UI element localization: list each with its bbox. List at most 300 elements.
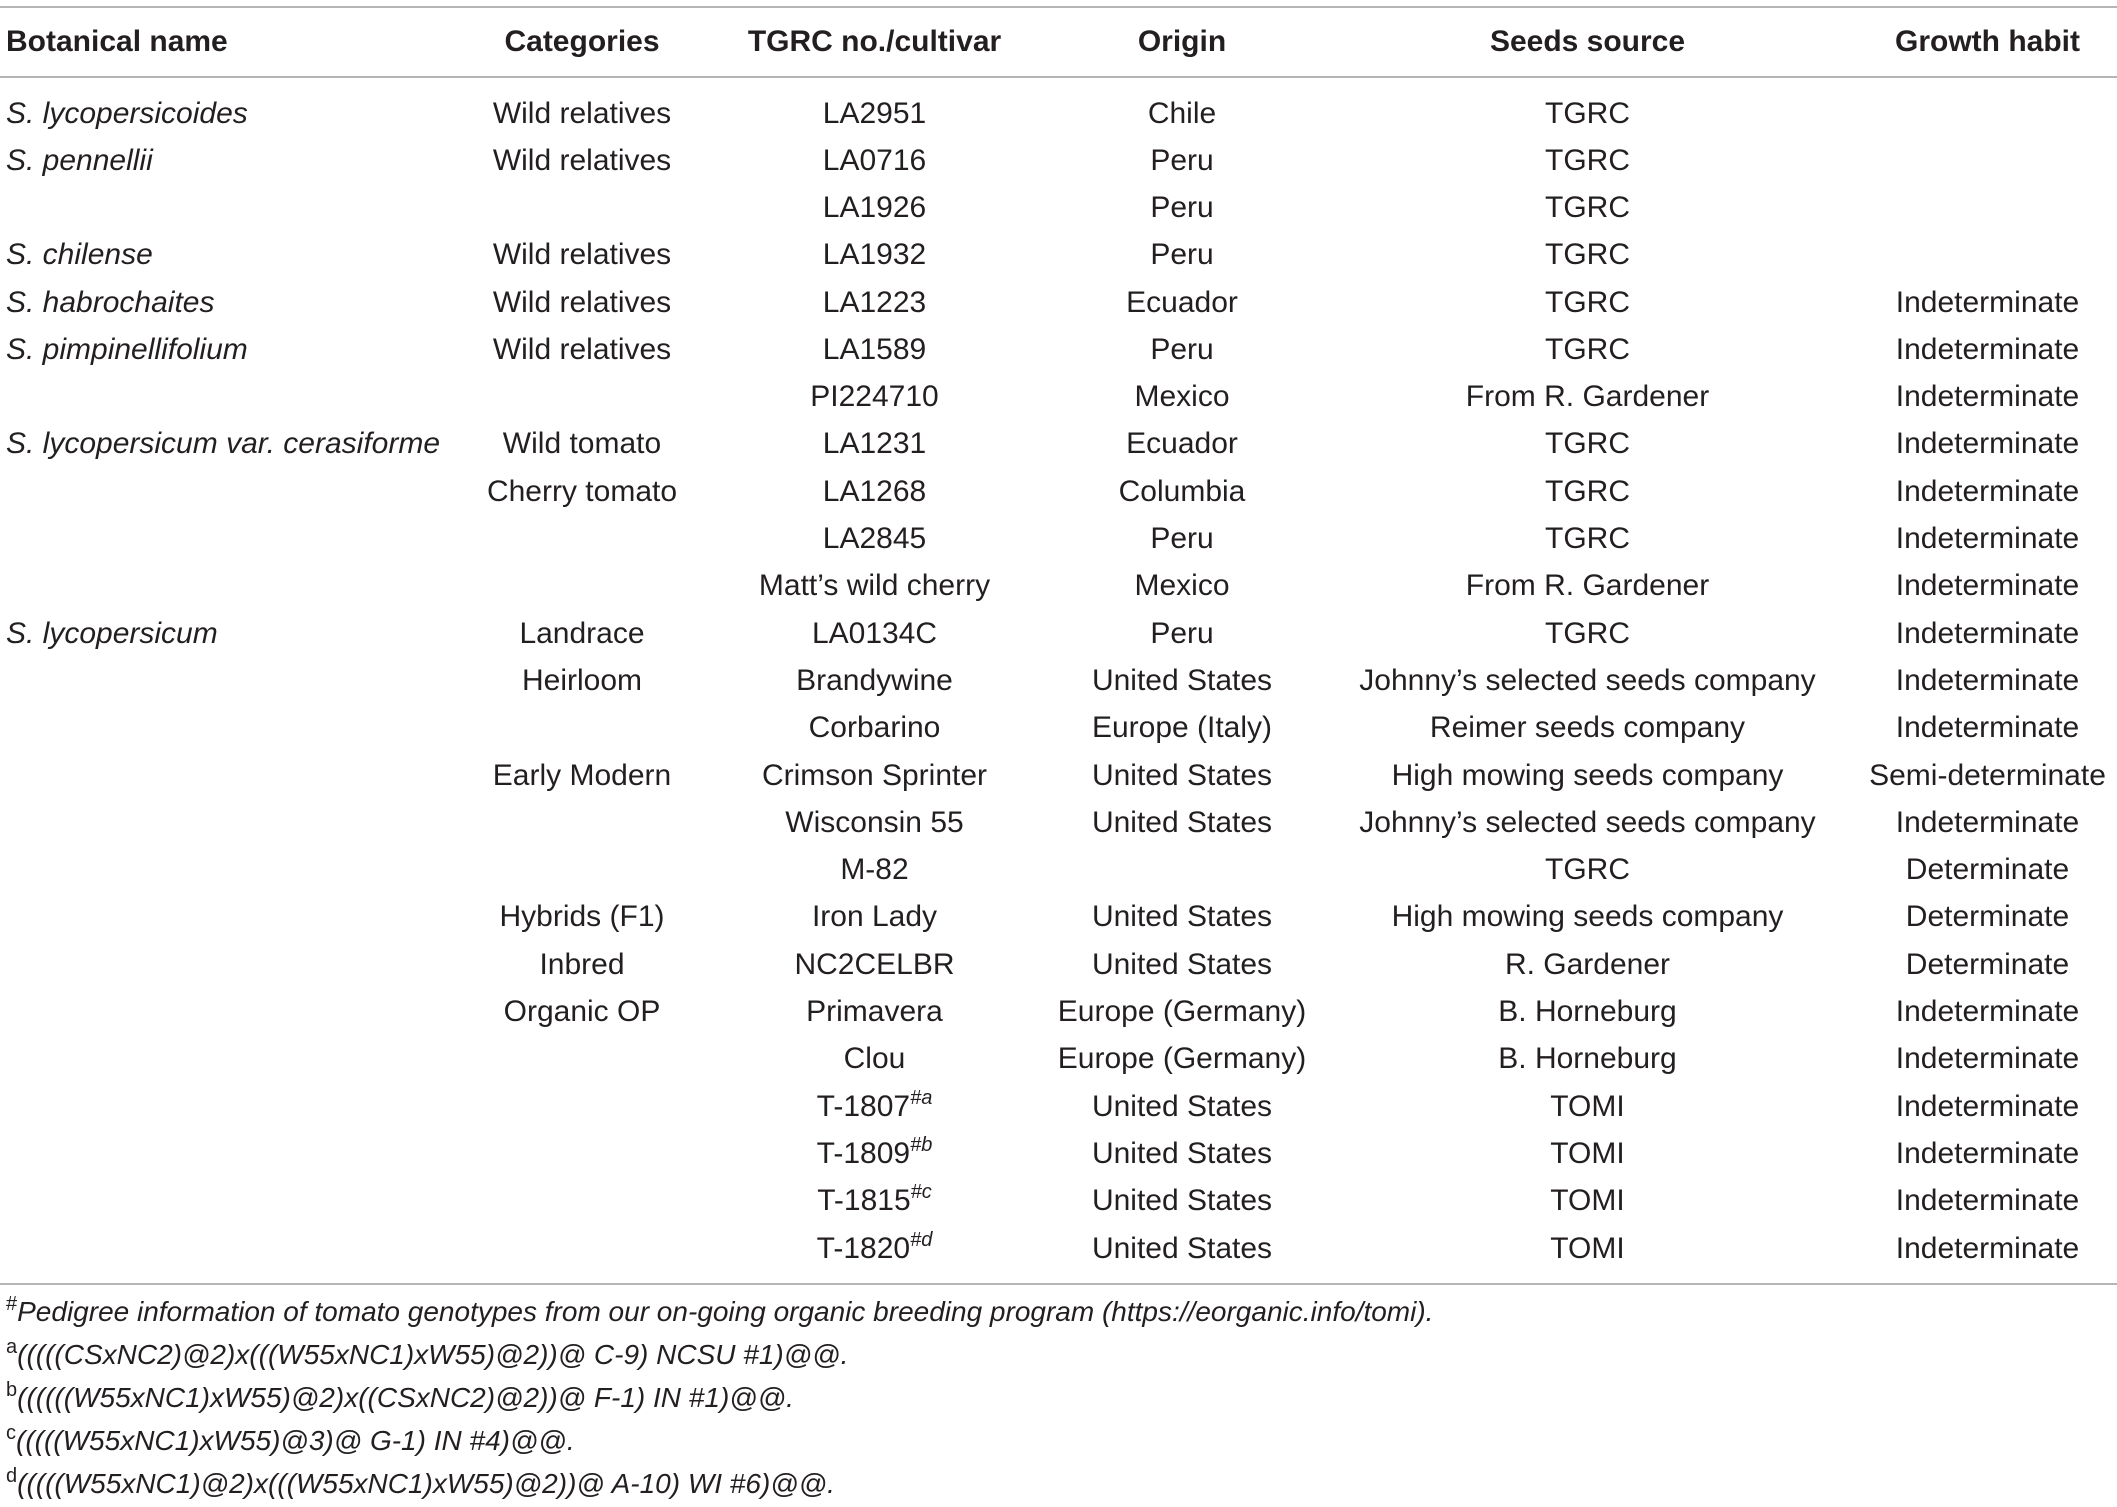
cell-cultivar-text: LA1926 <box>822 190 927 224</box>
cell-origin <box>1047 1036 1317 1083</box>
header-seeds-source: Seeds source <box>1489 25 1686 58</box>
cell-cultivar <box>702 1130 1047 1177</box>
cell-growth-habit <box>1858 77 2117 137</box>
cell-seeds-source <box>1317 1036 1858 1083</box>
cell-cultivar-text: Wisconsin 55 <box>785 805 964 839</box>
cell-category <box>462 1083 702 1130</box>
cell-origin <box>1047 988 1317 1035</box>
cell-cultivar-text: LA1231 <box>822 427 927 461</box>
cell-origin-text: United States <box>1091 947 1273 981</box>
table-row <box>0 1178 2117 1225</box>
cell-botanical-name <box>0 894 462 941</box>
cell-growth-habit <box>1858 941 2117 988</box>
cell-seeds-source-text: High mowing seeds company <box>1391 900 1784 934</box>
table-row <box>0 941 2117 988</box>
cell-cultivar-text: LA0134C <box>811 616 938 650</box>
cell-cultivar <box>702 941 1047 988</box>
cell-seeds-source <box>1317 77 1858 137</box>
cell-seeds-source <box>1317 846 1858 893</box>
cell-cultivar-text: T-1807 <box>816 1089 911 1123</box>
cell-growth-habit-text: Indeterminate <box>1895 1184 2080 1218</box>
footnote <box>6 1464 2106 1507</box>
cell-growth-habit <box>1858 894 2117 941</box>
cell-seeds-source-text: TOMI <box>1550 1184 1625 1218</box>
cell-cultivar <box>702 279 1047 326</box>
cell-category <box>462 1225 702 1283</box>
cell-cultivar-text: Matt’s wild cherry <box>758 569 991 603</box>
cell-seeds-source <box>1317 752 1858 799</box>
cell-category <box>462 515 702 562</box>
cell-category <box>462 705 702 752</box>
cell-origin <box>1047 657 1317 704</box>
cell-cultivar-text: LA0716 <box>822 143 927 177</box>
cell-botanical-name-text: S. pimpinellifolium <box>6 332 248 366</box>
table-bottom-rule <box>0 1283 2117 1285</box>
cell-origin <box>1047 705 1317 752</box>
cell-cultivar <box>702 894 1047 941</box>
cell-origin-text: Peru <box>1150 616 1214 650</box>
cell-category <box>462 657 702 704</box>
cell-origin <box>1047 77 1317 137</box>
cell-botanical-name-text: S. chilense <box>6 238 153 272</box>
cell-growth-habit <box>1858 610 2117 657</box>
cell-cultivar-text: T-1809 <box>816 1136 911 1170</box>
cell-category-text: Heirloom <box>521 663 643 697</box>
cell-cultivar <box>702 232 1047 279</box>
cell-cultivar <box>702 799 1047 846</box>
cell-seeds-source <box>1317 373 1858 420</box>
cell-botanical-name-text: S. habrochaites <box>6 285 215 319</box>
cell-category <box>462 77 702 137</box>
footnote <box>6 1335 2106 1378</box>
cell-growth-habit-text: Indeterminate <box>1895 380 2080 414</box>
cell-origin-text: Chile <box>1147 96 1217 130</box>
cell-seeds-source-text: TOMI <box>1550 1231 1625 1265</box>
cell-growth-habit <box>1858 563 2117 610</box>
table-body <box>0 77 2117 1283</box>
cell-origin-text: Ecuador <box>1126 427 1238 461</box>
cell-seeds-source <box>1317 515 1858 562</box>
cell-category-text: Wild tomato <box>502 427 662 461</box>
cell-cultivar <box>702 468 1047 515</box>
cell-origin <box>1047 1130 1317 1177</box>
cell-growth-habit-text: Indeterminate <box>1895 994 2080 1028</box>
cell-cultivar <box>702 563 1047 610</box>
cell-seeds-source <box>1317 799 1858 846</box>
table-row <box>0 988 2117 1035</box>
cell-botanical-name <box>0 941 462 988</box>
cell-seeds-source-text: TGRC <box>1545 427 1630 461</box>
cell-origin-text: Europe (Italy) <box>1091 711 1273 745</box>
cell-botanical-name <box>0 1036 462 1083</box>
footnote-symbol: c <box>6 1422 16 1444</box>
table-row <box>0 468 2117 515</box>
table-row <box>0 326 2117 373</box>
cell-botanical-name <box>0 988 462 1035</box>
cell-cultivar <box>702 1036 1047 1083</box>
cell-growth-habit <box>1858 1083 2117 1130</box>
cell-cultivar-text: Corbarino <box>808 711 941 745</box>
cell-origin <box>1047 515 1317 562</box>
cell-origin <box>1047 468 1317 515</box>
cell-seeds-source-text: TGRC <box>1545 616 1630 650</box>
table-row <box>0 563 2117 610</box>
cell-growth-habit-text: Determinate <box>1905 853 2070 887</box>
cell-growth-habit <box>1858 421 2117 468</box>
table-row <box>0 799 2117 846</box>
cell-growth-habit-text: Indeterminate <box>1895 285 2080 319</box>
cell-seeds-source-text: TGRC <box>1545 474 1630 508</box>
cell-seeds-source <box>1317 137 1858 184</box>
cell-origin <box>1047 563 1317 610</box>
cell-category <box>462 610 702 657</box>
cell-cultivar-text: LA1223 <box>822 285 927 319</box>
table-row <box>0 232 2117 279</box>
header-categories: Categories <box>504 25 660 58</box>
table-row <box>0 1130 2117 1177</box>
cell-cultivar-text: LA1268 <box>822 474 927 508</box>
cell-cultivar <box>702 326 1047 373</box>
cell-growth-habit <box>1858 1178 2117 1225</box>
cell-seeds-source <box>1317 1130 1858 1177</box>
cell-growth-habit <box>1858 1130 2117 1177</box>
cell-growth-habit <box>1858 515 2117 562</box>
cell-seeds-source-text: Johnny’s selected seeds company <box>1359 663 1816 697</box>
cell-growth-habit-text: Indeterminate <box>1895 1231 2080 1265</box>
cell-category <box>462 373 702 420</box>
cell-growth-habit <box>1858 799 2117 846</box>
table-container <box>0 6 2117 1285</box>
cell-growth-habit-text: Indeterminate <box>1895 332 2080 366</box>
cell-seeds-source-text: B. Horneburg <box>1498 1042 1677 1076</box>
cell-cultivar <box>702 988 1047 1035</box>
cell-origin <box>1047 846 1317 893</box>
cell-seeds-source <box>1317 941 1858 988</box>
cell-growth-habit <box>1858 752 2117 799</box>
cell-botanical-name-text: S. lycopersicum var. cerasiforme <box>6 427 441 461</box>
cell-botanical-name <box>0 846 462 893</box>
header-row <box>0 7 2117 77</box>
header-growth-habit: Growth habit <box>1895 25 2080 58</box>
cell-origin-text: Columbia <box>1118 474 1246 508</box>
cell-growth-habit-text: Determinate <box>1905 947 2070 981</box>
cell-origin <box>1047 1178 1317 1225</box>
cell-origin-text: Europe (Germany) <box>1057 1042 1307 1076</box>
cell-botanical-name <box>0 184 462 231</box>
cell-seeds-source-text: Reimer seeds company <box>1429 711 1746 745</box>
cell-origin <box>1047 799 1317 846</box>
table-row <box>0 846 2117 893</box>
cell-botanical-name <box>0 752 462 799</box>
cell-cultivar-text: Brandywine <box>796 663 953 697</box>
cell-cultivar-text: Clou <box>843 1042 906 1076</box>
cell-origin <box>1047 326 1317 373</box>
cell-category-text: Wild relatives <box>492 143 672 177</box>
cell-cultivar-text: Crimson Sprinter <box>761 758 988 792</box>
cell-seeds-source-text: B. Horneburg <box>1498 994 1677 1028</box>
cell-origin-text: Ecuador <box>1126 285 1238 319</box>
header-origin: Origin <box>1137 25 1227 58</box>
cell-cultivar-text: M-82 <box>840 853 909 887</box>
table-row <box>0 657 2117 704</box>
cell-category <box>462 137 702 184</box>
table-row <box>0 752 2117 799</box>
cell-origin <box>1047 137 1317 184</box>
cell-category <box>462 279 702 326</box>
cell-seeds-source-text: TGRC <box>1545 190 1630 224</box>
cell-category <box>462 846 702 893</box>
cell-growth-habit <box>1858 232 2117 279</box>
cell-seeds-source <box>1317 610 1858 657</box>
cell-seeds-source <box>1317 279 1858 326</box>
header-botanical-name: Botanical name <box>6 25 228 58</box>
cell-growth-habit-text: Determinate <box>1905 900 2070 934</box>
cell-origin <box>1047 752 1317 799</box>
cell-origin <box>1047 373 1317 420</box>
cell-botanical-name <box>0 232 462 279</box>
cell-botanical-name <box>0 799 462 846</box>
cell-origin <box>1047 941 1317 988</box>
cell-category-text: Early Modern <box>492 758 672 792</box>
cell-origin <box>1047 1225 1317 1283</box>
cell-category <box>462 941 702 988</box>
table-row <box>0 705 2117 752</box>
cell-growth-habit-text: Indeterminate <box>1895 569 2080 603</box>
cell-cultivar-text: LA1932 <box>822 238 927 272</box>
footnote-text: Pedigree information of tomato genotypes from our on-going organic breeding program (https://eorganic.info/tomi). <box>17 1296 1434 1327</box>
cell-botanical-name <box>0 77 462 137</box>
cell-botanical-name <box>0 1130 462 1177</box>
table-row <box>0 515 2117 562</box>
cell-cultivar <box>702 846 1047 893</box>
cell-botanical-name <box>0 137 462 184</box>
cell-growth-habit-text: Indeterminate <box>1895 1136 2080 1170</box>
footnote-symbol: b <box>6 1379 18 1401</box>
cell-cultivar <box>702 373 1047 420</box>
footnote <box>6 1421 2106 1464</box>
cell-seeds-source <box>1317 705 1858 752</box>
cell-seeds-source-text: TGRC <box>1545 96 1630 130</box>
cell-botanical-name-text: S. pennellii <box>6 143 153 177</box>
table-row <box>0 373 2117 420</box>
cell-cultivar-text: PI224710 <box>810 380 939 414</box>
footnotes <box>6 1292 2106 1507</box>
cell-seeds-source <box>1317 1225 1858 1283</box>
cell-origin-text: United States <box>1091 900 1273 934</box>
table-row <box>0 1225 2117 1283</box>
cell-cultivar-text: Primavera <box>806 994 943 1028</box>
cell-origin-text: Peru <box>1150 238 1214 272</box>
table-row <box>0 1036 2117 1083</box>
footnote-symbol: a <box>6 1336 18 1358</box>
cell-seeds-source <box>1317 421 1858 468</box>
cell-origin-text: United States <box>1091 1231 1273 1265</box>
cell-growth-habit <box>1858 657 2117 704</box>
cell-growth-habit-text: Indeterminate <box>1895 1042 2080 1076</box>
cell-cultivar <box>702 421 1047 468</box>
cell-category <box>462 184 702 231</box>
cell-origin <box>1047 610 1317 657</box>
cell-botanical-name <box>0 610 462 657</box>
cell-cultivar <box>702 515 1047 562</box>
cell-category-text: Wild relatives <box>492 96 672 130</box>
cell-seeds-source-text: From R. Gardener <box>1465 380 1710 414</box>
cell-seeds-source-text: From R. Gardener <box>1465 569 1710 603</box>
cell-growth-habit-text: Indeterminate <box>1895 1089 2080 1123</box>
cell-category-text: Wild relatives <box>492 238 672 272</box>
cell-category <box>462 468 702 515</box>
cell-seeds-source <box>1317 326 1858 373</box>
table-row <box>0 894 2117 941</box>
table-row <box>0 610 2117 657</box>
cell-origin <box>1047 421 1317 468</box>
cell-category-text: Wild relatives <box>492 332 672 366</box>
cell-seeds-source <box>1317 1083 1858 1130</box>
cell-category-text: Organic OP <box>503 994 661 1028</box>
cell-origin-text: Peru <box>1150 143 1214 177</box>
footnote-text: (((((W55xNC1)@2)x(((W55xNC1)xW55)@2))@ A-10) WI #6)@@. <box>17 1468 835 1499</box>
cell-botanical-name <box>0 421 462 468</box>
footnote-marker: #c <box>910 1181 932 1204</box>
cell-seeds-source-text: R. Gardener <box>1504 947 1671 981</box>
footnote <box>6 1378 2106 1421</box>
cell-origin-text: United States <box>1091 1184 1273 1218</box>
cell-category-text: Landrace <box>519 616 645 650</box>
cell-cultivar <box>702 657 1047 704</box>
cell-category-text: Wild relatives <box>492 285 672 319</box>
cell-origin-text: United States <box>1091 663 1273 697</box>
cell-cultivar-text: T-1820 <box>816 1231 911 1265</box>
cell-seeds-source-text: TGRC <box>1545 143 1630 177</box>
cell-growth-habit-text: Indeterminate <box>1895 711 2080 745</box>
header-cultivar: TGRC no./cultivar <box>747 25 1002 58</box>
cell-cultivar <box>702 1225 1047 1283</box>
cell-seeds-source-text: TGRC <box>1545 238 1630 272</box>
cell-origin-text: United States <box>1091 1089 1273 1123</box>
cell-botanical-name <box>0 563 462 610</box>
cell-cultivar <box>702 1083 1047 1130</box>
cell-growth-habit <box>1858 468 2117 515</box>
cell-growth-habit-text: Indeterminate <box>1895 522 2080 556</box>
footnote-text: (((((CSxNC2)@2)x(((W55xNC1)xW55)@2))@ C-9) NCSU #1)@@. <box>17 1339 849 1370</box>
cell-origin <box>1047 1083 1317 1130</box>
cell-botanical-name <box>0 1178 462 1225</box>
cell-seeds-source <box>1317 232 1858 279</box>
cell-origin-text: Europe (Germany) <box>1057 994 1307 1028</box>
cell-origin-text: United States <box>1091 805 1273 839</box>
cell-origin <box>1047 184 1317 231</box>
cell-origin-text: Mexico <box>1134 569 1230 603</box>
cell-seeds-source-text: TGRC <box>1545 332 1630 366</box>
footnote <box>6 1292 2106 1335</box>
cell-origin-text: United States <box>1091 758 1273 792</box>
cell-botanical-name <box>0 1225 462 1283</box>
cell-seeds-source-text: TOMI <box>1550 1089 1625 1123</box>
cell-category <box>462 799 702 846</box>
table-row <box>0 279 2117 326</box>
cell-growth-habit-text: Indeterminate <box>1895 805 2080 839</box>
table-row <box>0 137 2117 184</box>
cell-botanical-name <box>0 279 462 326</box>
cell-cultivar <box>702 610 1047 657</box>
table-row <box>0 1083 2117 1130</box>
cell-origin-text: Peru <box>1150 522 1214 556</box>
cell-category <box>462 894 702 941</box>
cell-category-text: Cherry tomato <box>486 474 678 508</box>
cell-cultivar <box>702 752 1047 799</box>
cell-seeds-source-text: High mowing seeds company <box>1391 758 1784 792</box>
cell-category <box>462 1178 702 1225</box>
cell-seeds-source-text: TOMI <box>1550 1136 1625 1170</box>
cell-seeds-source <box>1317 988 1858 1035</box>
cell-growth-habit <box>1858 326 2117 373</box>
cell-cultivar <box>702 705 1047 752</box>
cell-category <box>462 421 702 468</box>
cell-growth-habit <box>1858 373 2117 420</box>
cell-seeds-source-text: TGRC <box>1545 522 1630 556</box>
table-header <box>0 7 2117 77</box>
footnote-text: ((((((W55xNC1)xW55)@2)x((CSxNC2)@2))@ F-1) IN #1)@@. <box>17 1382 794 1413</box>
cell-growth-habit <box>1858 1036 2117 1083</box>
cell-botanical-name-text: S. lycopersicoides <box>6 96 248 130</box>
cell-cultivar-text: LA2951 <box>822 96 927 130</box>
cell-origin-text: Peru <box>1150 190 1214 224</box>
cell-category <box>462 988 702 1035</box>
cell-cultivar-text: LA1589 <box>822 332 927 366</box>
cell-category <box>462 1130 702 1177</box>
footnote-marker: #b <box>910 1133 933 1156</box>
footnote-symbol: # <box>6 1293 18 1315</box>
footnote-marker: #d <box>910 1228 933 1251</box>
cell-seeds-source <box>1317 1178 1858 1225</box>
cell-growth-habit-text: Indeterminate <box>1895 427 2080 461</box>
cell-origin <box>1047 279 1317 326</box>
cell-growth-habit <box>1858 846 2117 893</box>
cell-seeds-source <box>1317 563 1858 610</box>
cell-botanical-name <box>0 657 462 704</box>
cell-growth-habit <box>1858 1225 2117 1283</box>
cell-growth-habit-text: Indeterminate <box>1895 616 2080 650</box>
cell-growth-habit-text: Semi-determinate <box>1869 758 2106 792</box>
cell-category <box>462 1036 702 1083</box>
cell-origin-text: Mexico <box>1134 380 1230 414</box>
cell-cultivar <box>702 1178 1047 1225</box>
cell-seeds-source-text: TGRC <box>1545 285 1630 319</box>
cell-origin <box>1047 894 1317 941</box>
cell-origin-text: United States <box>1091 1136 1273 1170</box>
cell-botanical-name <box>0 468 462 515</box>
cell-growth-habit <box>1858 184 2117 231</box>
cell-seeds-source <box>1317 894 1858 941</box>
cell-category-text: Inbred <box>539 947 625 981</box>
cell-cultivar <box>702 77 1047 137</box>
cell-botanical-name <box>0 515 462 562</box>
footnote-symbol: d <box>6 1465 18 1487</box>
cell-seeds-source <box>1317 657 1858 704</box>
cell-cultivar <box>702 137 1047 184</box>
cell-origin <box>1047 232 1317 279</box>
cell-cultivar-text: LA2845 <box>822 522 927 556</box>
cell-growth-habit <box>1858 279 2117 326</box>
cell-growth-habit <box>1858 705 2117 752</box>
cell-growth-habit <box>1858 988 2117 1035</box>
cell-origin-text: Peru <box>1150 332 1214 366</box>
cell-cultivar <box>702 184 1047 231</box>
cell-category <box>462 752 702 799</box>
cell-botanical-name-text: S. lycopersicum <box>6 616 218 650</box>
table-row <box>0 421 2117 468</box>
cell-category <box>462 563 702 610</box>
